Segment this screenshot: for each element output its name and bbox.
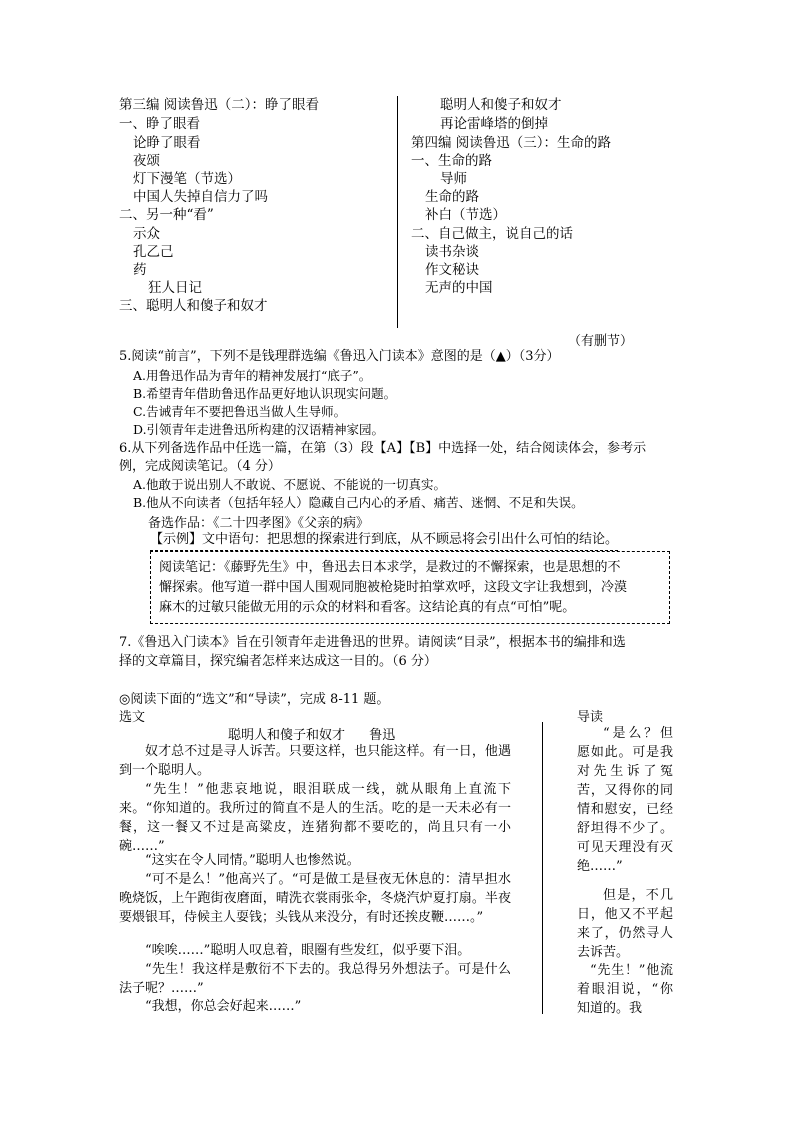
question-6-example: 【示例】文中语句：把思想的探索进行到底，从不顾忌将会引出什么可怕的结论。 [150, 531, 618, 551]
toc-item: 作文秘诀 [425, 262, 479, 278]
toc-item: 再论雷峰塔的倒掉 [440, 116, 548, 132]
toc-item: 孔乙己 [133, 244, 174, 260]
question-5-option-a: A.用鲁迅作品为青年的精神发展打“底子”。 [133, 368, 372, 383]
selection-paragraph: “先生！我这样是敷衍不下去的。我总得另外想法子。可是什么法子呢？……” [119, 962, 511, 996]
guide-paragraph: 但是，不几日，他又不平起来了，仍然寻人去诉苦。 [577, 888, 673, 960]
reading-note-line: 懈探索。他写道一群中国人围观同胞被枪毙时拍掌欢呼，这段文字让我想到，冷漠 [159, 580, 628, 595]
toc-section-heading: 一、生命的路 [411, 153, 492, 169]
question-6-stem-line-1: 6.从下列备选作品中任选一篇，在第（3）段【A】【B】中选择一处，结合阅读体会，参考示 [119, 441, 647, 456]
question-6-stem-line-2: 例，完成阅读笔记。（4 分） [119, 459, 281, 474]
toc-item: 示众 [133, 226, 160, 242]
selection-title [228, 724, 395, 743]
selection-paragraph: “先生！”他悲哀地说，眼泪联成一线，就从眼角上直流下来。“你知道的。我所过的简直不是人的生活。吃的是一天未必有一餐，这一餐又不过是高粱皮，连猪狗都不要吃的，尚且只有一小碗……” [119, 782, 511, 854]
toc-item: 狂人日记 [148, 280, 202, 296]
toc-item: 生命的路 [425, 189, 479, 205]
guide-paragraph: “是么？但愿如此。可是我对先生诉了冤苦，又得你的同情和慰安，已经舒坦得不少了。可见天理没有灭绝……” [577, 726, 673, 874]
toc-item: 灯下漫笔（节选） [133, 171, 241, 187]
toc-section-heading: 一、睁了眼看 [119, 116, 200, 132]
selection-paragraph: “我想，你总会好起来……” [145, 999, 302, 1014]
question-6-option-b: B.他从不向读者（包括年轻人）隐藏自己内心的矛盾、痛苦、迷惘、不足和失误。 [133, 495, 584, 510]
question-5-option-c: C.告诫青年不要把鲁迅当做人生导师。 [133, 404, 347, 419]
toc-item: 中国人失掉自信力了吗 [133, 189, 268, 205]
toc-item: 聪明人和傻子和奴才 [440, 97, 562, 113]
selection-paragraph: “可不是么！”他高兴了。“可是做工是昼夜无休息的：清早担水晚烧饭，上午跑街夜磨面，晴洗衣裳雨张伞，冬烧汽炉夏打扇。半夜要煨银耳，侍候主人耍钱；头钱从来没分，有时还挨皮鞭……。” [119, 872, 511, 925]
question-5-option-d: D.引领青年走进鲁迅所构建的汉语精神家园。 [133, 422, 385, 437]
selection-paragraph: “唉唉……”聪明人叹息着，眼圈有些发红，似乎要下泪。 [145, 943, 471, 958]
abridged-note: （有删节） [568, 334, 634, 349]
reading-note-line: 阅读笔记：《藤野先生》中，鲁迅去日本求学，是救过的不懈探索，也是思想的不 [159, 560, 621, 575]
question-7-line-1: 7.《鲁迅入门读本》旨在引领青年走进鲁迅的世界。请阅读“目录”，根据本书的编排和选 [119, 635, 626, 650]
article-author: 鲁迅 [369, 728, 396, 743]
selection-paragraph: “这实在令人同情。”聪明人也惨然说。 [145, 853, 360, 868]
reading-instruction: ◎阅读下面的“选文”和“导读”，完成 8-11 题。 [119, 692, 390, 707]
toc-item: 药 [133, 262, 147, 278]
toc-part-three-title: 第三编 阅读鲁迅（二）：睁了眼看 [119, 97, 320, 113]
question-7-line-2: 择的文章篇目，探究编者怎样来达成这一目的。（6 分） [119, 654, 437, 669]
selection-paragraph: 奴才总不过是寻人诉苦。只要这样，也只能这样。有一日，他遇到一个聪明人。 [119, 744, 511, 778]
column-divider [542, 722, 543, 1014]
toc-column-divider [397, 96, 398, 328]
reading-note-line: 麻木的过敏只能做无用的示众的材料和看客。这结论真的有点“可怕”呢。 [159, 600, 576, 615]
article-title: 聪明人和傻子和奴才 [228, 728, 346, 743]
guide-label: 导读 [577, 710, 604, 725]
selection-label: 选文 [119, 710, 146, 725]
question-6-candidates: 备选作品：《二十四孝图》《父亲的病》 [148, 516, 370, 531]
guide-paragraph: “先生！”他流着眼泪说，“你知道的。我 [577, 963, 673, 1016]
toc-section-heading: 二、另一种“看” [119, 207, 214, 223]
question-6-option-a: A.他敢于说出别人不敢说、不愿说、不能说的一切真实。 [133, 477, 447, 492]
toc-item: 导师 [440, 171, 467, 187]
toc-item: 论睁了眼看 [133, 135, 201, 151]
question-5-option-b: B.希望青年借助鲁迅作品更好地认识现实问题。 [133, 386, 397, 401]
toc-section-heading: 三、聪明人和傻子和奴才 [119, 298, 268, 314]
toc-item: 读书杂谈 [425, 244, 479, 260]
toc-section-heading: 二、自己做主，说自己的话 [411, 226, 573, 242]
toc-item: 无声的中国 [425, 280, 493, 296]
toc-part-four-title: 第四编 阅读鲁迅（三）：生命的路 [411, 135, 612, 151]
reading-note-box [150, 551, 670, 624]
question-5-stem: 5.阅读“前言”，下列不是钱理群选编《鲁迅入门读本》意图的是（▲）（3分） [119, 349, 560, 364]
toc-item: 补白（节选） [425, 207, 506, 223]
toc-item: 夜颂 [133, 153, 160, 169]
